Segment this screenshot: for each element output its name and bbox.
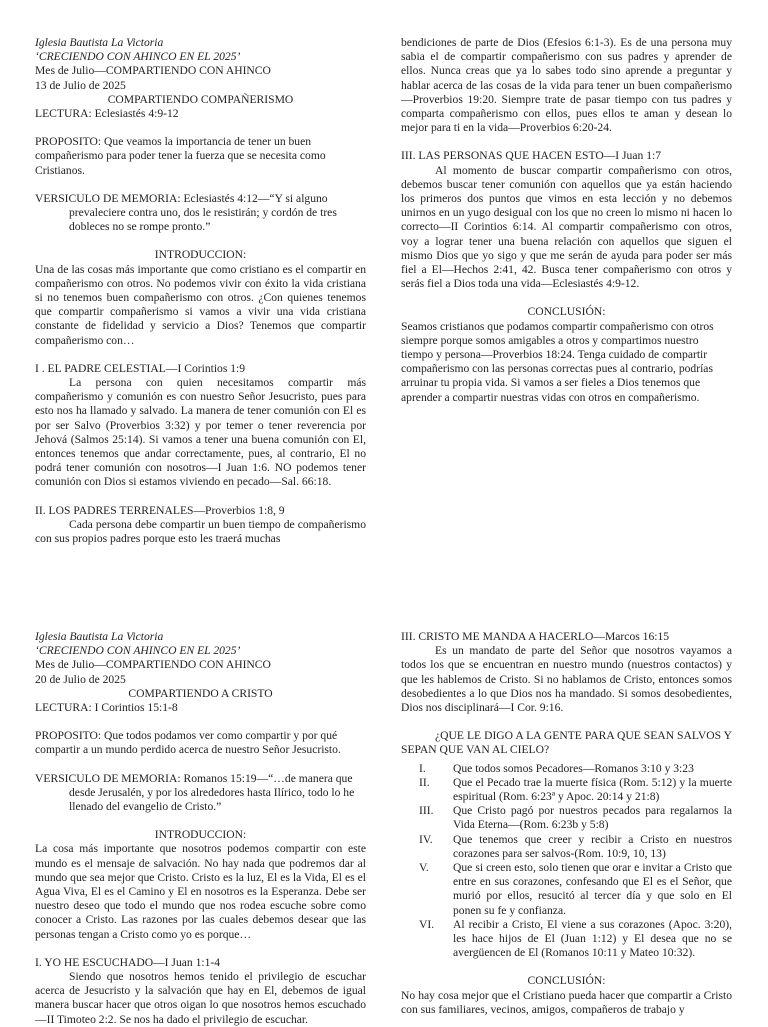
lesson-date: 20 de Julio de 2025	[35, 672, 126, 686]
point1-heading: I . EL PADRE CELESTIAL—I Corintios 1:9	[35, 361, 246, 375]
step-number: IV.	[419, 832, 433, 846]
point3-heading: III. CRISTO ME MANDA A HACERLO—Marcos 16:15	[401, 630, 670, 643]
step-number: V.	[419, 861, 429, 875]
point3-heading: III. LAS PERSONAS QUE HACEN ESTO—I Juan 1:7	[401, 149, 662, 163]
intro-heading: INTRODUCCION:	[154, 248, 247, 262]
step-text: Que tenemos que creer y recibir a Cristo en nuestros corazones para ser salvos-(Rom. 10:9, 10, 13)	[453, 832, 732, 860]
lesson-date: 13 de Julio de 2025	[35, 78, 126, 92]
salvation-step	[401, 861, 732, 918]
point2-continued: bendiciones de parte de Dios (Efesios 6:1-3). Es de una persona muy sabia el de compartir compañerismo con sus padres y aprender de ellos. Nunca creas que ya lo sabes todo sino aprende a preguntar y hablar acerca de las cosas de la vida para tener un buen compañerismo—Proverbios 19:20. Siempre trate de pasar tiempo con tus padres y comparta compañerismo con ellos, pues ellos te aman y desean lo mejor para ti en la vida—Proverbios 6:20-24.	[401, 36, 732, 135]
question-heading: ¿QUE LE DIGO A LA GENTE PARA QUE SEAN SALVOS Y SEPAN QUE VAN AL CIELO?	[401, 729, 732, 757]
lesson1-right-column	[401, 36, 732, 405]
memory-verse: VERSICULO DE MEMORIA: Romanos 15:19—“…de manera que desde Jerusalén, y por los alrededores hasta Ilírico, todo lo he llenado del evangelio de Cristo.”	[35, 771, 355, 814]
intro-text: Una de las cosas más importante que como cristiano es el compartir en compañerismo con otros. No podemos vivir con éxito la vida cristiana si no tenemos buen compañerismo con otros. ¿Con quienes tenemos que compartir compañerismo si vamos a vivir una vida cristiana constante de fidelidad y servicio a Dios? Tenemos que compartir compañerismo con…	[35, 262, 366, 347]
step-number: I.	[419, 761, 426, 775]
salvation-step	[401, 918, 732, 961]
lesson1-left-column	[35, 36, 366, 546]
month-line: Mes de Julio—COMPARTIENDO CON AHINCO	[35, 64, 271, 78]
lesson2-right-column	[401, 630, 732, 1017]
lesson-title: COMPARTIENDO A CRISTO	[128, 686, 273, 700]
reading: LECTURA: Eclesiastés 4:9-12	[35, 107, 179, 121]
point2-text: Cada persona debe compartir un buen tiempo de compañerismo con sus propios padres porque esto les traerá muchas	[35, 517, 366, 546]
step-text: Que Cristo pagó por nuestros pecados para regalarnos la Vida Eterna—(Rom. 6:23b y 5:8)	[453, 804, 732, 832]
conclusion-heading: CONCLUSIÓN:	[527, 974, 606, 988]
point3-text: Al momento de buscar compartir compañerismo con otros, debemos buscar tener comunión con aquellos que ya están haciendo los primeros dos puntos que vimos en esta lección y no debemos unirnos en un yugo desigual con los que no creen lo mismo ni hacen lo correcto—II Corintios 6:14. Al compartir compañerismo con otros, voy a lograr tener una buena relación con aquellos que siguen el mismo Dios que yo sigo y que me serán de ayuda para poder ser más fiel a El—Hechos 2:41, 42. Busca tener compañerismo con otros y serás fiel a Dios toda una vida—Eclesiastés 4:9-12.	[401, 163, 732, 291]
point1-text: La persona con quien necesitamos compartir más compañerismo y comunión es con nuestro Señor Jesucristo, pues para esto nos ha llamado y salvado. La manera de tener comunión con El es por ser Salvo (Proverbios 3:32) y por temer o tener reverencia por Jehová (Salmos 25:14). Si vamos a tener una buena comunión con El, entonces tenemos que andar correctamente, pues, al contrario, El no podrá tener comunión con nosotros—I Juan 1:6. NO podemos tener comunión con Dios si estamos viviendo en pecado—Sal. 66:18.	[35, 376, 366, 489]
step-text: Que si creen esto, solo tienen que orar e invitar a Cristo que entre en sus corazones, confesando que El es el Señor, que murió por ellos, resucitó al tercer día y que solo en El ponen su fe y confianza.	[453, 861, 732, 917]
salvation-step	[401, 762, 732, 776]
step-number: VI.	[419, 917, 435, 931]
point1-heading: I. YO HE ESCUCHADO—I Juan 1:1-4	[35, 955, 221, 969]
lesson-title: COMPARTIENDO COMPAÑERISMO	[107, 92, 294, 106]
intro-text: La cosa más importante que nosotros podemos compartir con este mundo es el mensaje de salvación. No hay nada que podremos dar al mundo que sea mejor que Cristo. Cristo es la luz, El es la Vida, El es el Agua Viva, El es el Camino y El en nosotros es la Esperanza. Debe ser nuestro deseo que todo el mundo que nos rodea escuche sobre como conocer a Cristo. Las razones por las cuales debemos desear que las personas tengan a Cristo como yo es porque…	[35, 842, 366, 941]
step-text: Que el Pecado trae la muerte física (Rom. 5:12) y la muerte espiritual (Rom. 6:23ª y Apoc. 20:14 y 21:8)	[453, 775, 732, 804]
salvation-step	[401, 804, 732, 832]
memory-verse: VERSICULO DE MEMORIA: Eclesiastés 4:12—“Y si alguno prevaleciere contra uno, dos le resistirán; y cordón de tres dobleces no se rompe pronto.”	[35, 191, 337, 234]
salvation-steps-list	[401, 762, 732, 961]
step-text: Al recibir a Cristo, El viene a sus corazones (Apoc. 3:20), les hace hijos de El (Juan 1:12) y El desea que no se avergüencen de El (Romanos 10:11 y Mateo 10:32).	[453, 917, 732, 960]
step-text: Que todos somos Pecadores—Romanos 3:10 y 3:23	[453, 761, 694, 775]
step-number: III.	[419, 804, 434, 818]
point2-heading: II. LOS PADRES TERRENALES—Proverbios 1:8, 9	[35, 503, 285, 517]
conclusion-text: Seamos cristianos que podamos compartir compañerismo con otros siempre porque somos amigables a otros y compartimos nuestro tiempo y persona—Proverbios 18:24. Tenga cuidado de compartir compañerismo con las personas correctas pues al contrario, podrías arruinar tu propia vida. Si vamos a ser fieles a Dios tenemos que aprender a compartir nuestras vidas con otros en compañerismo.	[401, 319, 714, 404]
theme: ‘CRECIENDO CON AHINCO EN EL 2025’	[35, 644, 241, 658]
theme: ‘CRECIENDO CON AHINCO EN EL 2025’	[35, 50, 241, 64]
lesson2-left-column	[35, 630, 366, 1027]
conclusion-text: No hay cosa mejor que el Cristiano pueda hacer que compartir a Cristo con sus familiares, vecinos, amigos, compañeros de trabajo y	[401, 988, 732, 1016]
salvation-step	[401, 776, 732, 804]
church-name: Iglesia Bautista La Victoria	[35, 36, 164, 49]
reading: LECTURA: I Corintios 15:1-8	[35, 701, 178, 715]
salvation-step	[401, 833, 732, 861]
point1-text: Siendo que nosotros hemos tenido el privilegio de escuchar acerca de Jesucristo y la salvación que hay en El, debemos de igual manera buscar hacer que otros oigan lo que nosotros hemos escuchado—II Timoteo 2:2. Se nos ha dado el privilegio de escuchar.	[35, 970, 366, 1026]
purpose: PROPOSITO: Que veamos la importancia de tener un buen compañerismo para poder tener la fuerza que se necesita como Cristianos.	[35, 135, 326, 177]
purpose: PROPOSITO: Que todos podamos ver como compartir y por qué compartir a un mundo perdido acerca de nuestro Señor Jesucristo.	[35, 729, 341, 757]
church-name: Iglesia Bautista La Victoria	[35, 630, 164, 643]
point3-text: Es un mandato de parte del Señor que nosotros vayamos a todos los que se encuentran en nuestro mundo (nuestros contactos) y que les hablemos de Cristo. Si no hablamos de Cristo, entonces somos desobedientes a lo que Dios nos ha mandado. Si somos desobedientes, Dios nos disciplinará—I Cor. 9:16.	[401, 644, 732, 715]
conclusion-heading: CONCLUSIÓN:	[527, 305, 606, 319]
intro-heading: INTRODUCCION:	[154, 828, 247, 842]
month-line: Mes de Julio—COMPARTIENDO CON AHINCO	[35, 658, 271, 672]
step-number: II.	[419, 775, 430, 789]
